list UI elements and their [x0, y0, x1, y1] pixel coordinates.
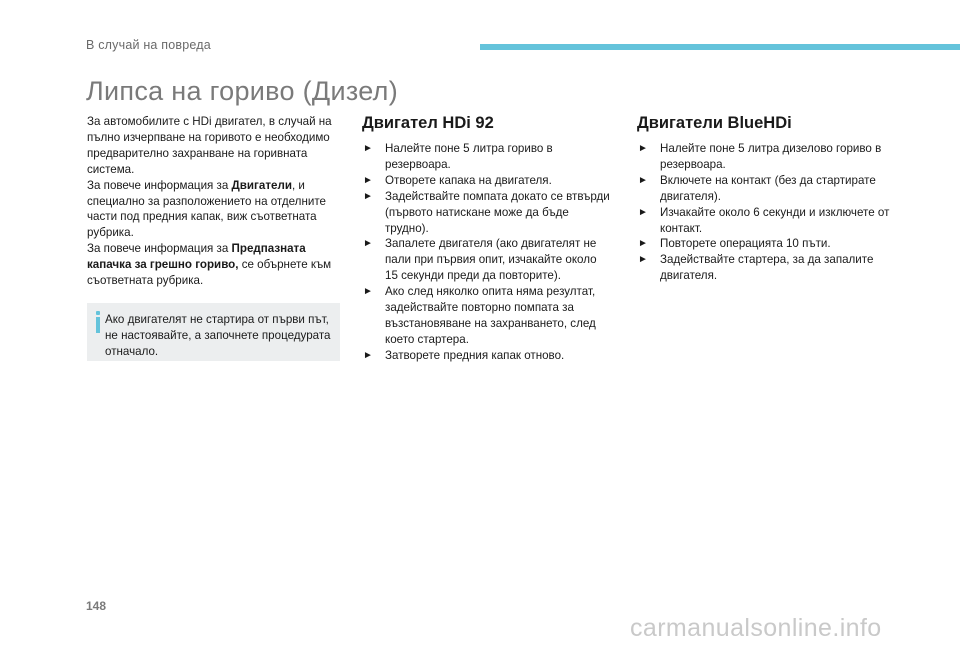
step-text: Включете на контакт (без да стартирате двигателя).	[660, 173, 876, 203]
bullet-arrow-icon: ►	[363, 143, 373, 154]
intro-p2-text: За повече информация за	[87, 178, 232, 192]
page-number: 148	[86, 599, 107, 613]
intro-p3-text: За повече информация за	[87, 242, 232, 256]
step-text: Налейте поне 5 литра гориво в резервоара.	[385, 142, 553, 171]
bluehdi-steps	[637, 141, 892, 284]
step-item	[362, 348, 612, 364]
header-accent-bar	[480, 44, 960, 50]
bluehdi-heading: Двигатели BlueHDi	[637, 114, 792, 132]
bullet-arrow-icon: ►	[638, 206, 648, 218]
step-text: Ако след няколко опита няма резултат, задействайте повторно помпата за възстановяване на захранването, след което стартера.	[385, 285, 596, 346]
step-text: Задействайте помпата докато се втвърди (първото натискане може да бъде трудно).	[385, 189, 610, 235]
step-text: Затворете предния капак отново.	[385, 348, 565, 362]
info-note	[87, 303, 340, 361]
bullet-arrow-icon: ►	[363, 190, 373, 202]
bullet-arrow-icon: ►	[363, 238, 373, 250]
step-text: Налейте поне 5 литра дизелово гориво в резервоара.	[660, 142, 882, 171]
bullet-arrow-icon: ►	[638, 238, 648, 250]
bullet-arrow-icon: ►	[363, 286, 373, 298]
intro-paragraph-1: За автомобилите с HDi двигател, в случай на пълно изчерпване на горивото е необходимо предварително захранване на горивната система.	[87, 115, 332, 176]
step-text: Отворете капака на двигателя.	[385, 173, 552, 187]
step-item	[637, 141, 892, 173]
step-item	[362, 236, 612, 284]
hdi92-steps	[362, 141, 612, 364]
bullet-arrow-icon: ►	[638, 254, 648, 266]
intro-p3-text-end: се обърнете към съответната рубрика.	[87, 258, 332, 288]
misfuel-cap-reference: Предпазната капачка за грешно гориво,	[87, 242, 306, 272]
info-note-text: Ако двигателят не стартира от първи път, не настоявайте, а започнете процедурата отначало.	[105, 313, 331, 358]
step-item	[362, 173, 612, 189]
bullet-arrow-icon: ►	[363, 349, 373, 361]
step-text: Изчакайте около 6 секунди и изключете от контакт.	[660, 205, 890, 235]
step-text: Повторете операцията 10 пъти.	[660, 237, 831, 251]
section-label: В случай на повреда	[86, 38, 211, 52]
info-icon	[95, 311, 101, 333]
engines-reference: Двигатели	[231, 178, 292, 192]
step-item	[637, 252, 892, 284]
step-item	[637, 173, 892, 205]
step-text: Задействайте стартера, за да запалите двигателя.	[660, 253, 874, 283]
intro-p2-text-end: , и специално за разположението на отделните части под предния капак, виж съответната рубрика.	[87, 178, 326, 240]
intro-paragraph-3	[87, 241, 345, 289]
step-text: Запалете двигателя (ако двигателят не пали при първия опит, изчакайте около 15 секунди преди да повторите).	[385, 237, 597, 283]
intro-text	[87, 114, 345, 289]
bullet-arrow-icon: ►	[363, 174, 373, 186]
step-item	[637, 205, 892, 237]
step-item	[362, 141, 612, 173]
bullet-arrow-icon: ►	[638, 174, 648, 186]
step-item	[362, 284, 612, 348]
watermark: carmanualsonline.info	[630, 614, 882, 642]
hdi92-heading: Двигател HDi 92	[362, 114, 494, 132]
step-item	[362, 189, 612, 237]
intro-paragraph-2	[87, 178, 345, 242]
page-title: Липса на гориво (Дизел)	[86, 76, 398, 106]
bullet-arrow-icon: ►	[638, 143, 648, 154]
step-item	[637, 236, 892, 252]
